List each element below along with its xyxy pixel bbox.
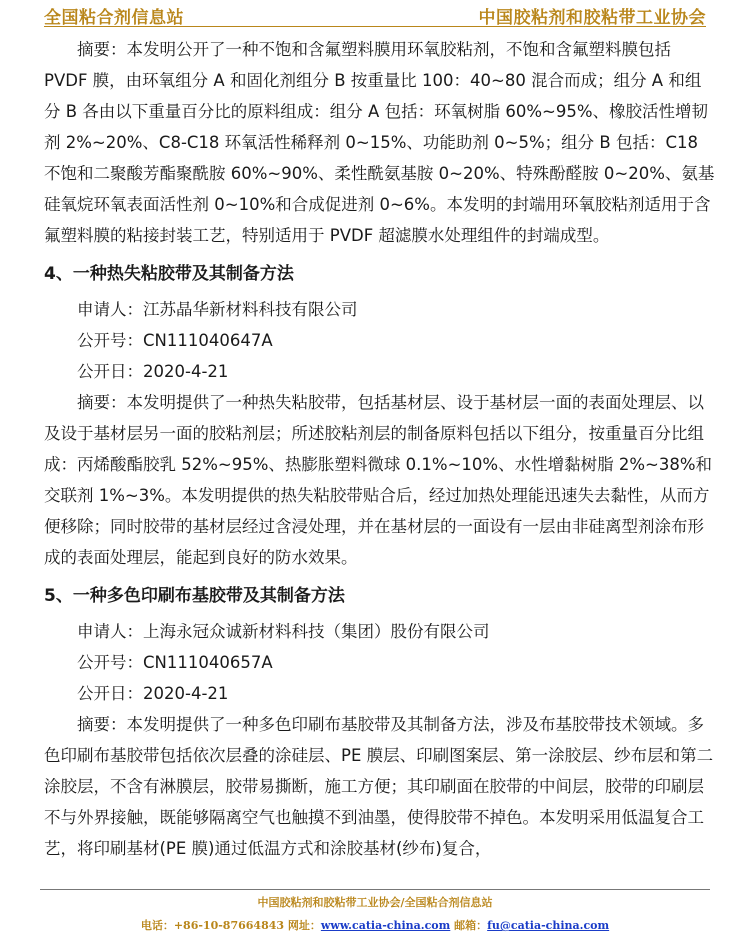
- section-5-title: 5、一种多色印刷布基胶带及其制备方法: [44, 586, 345, 606]
- section-4-pub-date: 公开日：2020-4-21: [77, 362, 229, 381]
- section-5-applicant: 申请人：上海永冠众诚新材料科技（集团）股份有限公司: [77, 622, 490, 641]
- footer-email-link[interactable]: fu@catia-china.com: [487, 919, 610, 932]
- section-4-pub-no: 公开号：CN111040647A: [77, 331, 273, 350]
- footer-phone: 电话：+86-10-87664843 网址：: [140, 919, 321, 932]
- footer-divider: [40, 889, 710, 890]
- header-association-name: 中国胶粘剂和胶粘带工业协会: [478, 8, 706, 28]
- section-4-abstract: 摘要：本发明提供了一种热失粘胶带，包括基材层、设于基材层一面的表面处理层、以及设于基材层另一面的胶粘剂层；所述胶粘剂层的制备原料包括以下组分，按重量百分比组成：丙烯酸酯胶乳 52%~95%、热膨胀塑料微球 0.1%~10%、水性增黏树脂 2%~38%和交联剂 1%~3%。本发明提供的热失粘胶带贴合后，经过加热处理能迅速失去黏性，从而方便移除；同时胶带的基材层经过含浸处理，并在基材层的一面设有一层由非硅离型剂涂布形成的表面处理层，能起到良好的防水效果。: [44, 393, 713, 567]
- footer-email-label: 邮箱：: [450, 919, 488, 932]
- document-body: [44, 34, 716, 864]
- section-4-applicant: 申请人：江苏晶华新材料科技有限公司: [77, 300, 358, 319]
- section-5-pub-no: 公开号：CN111040657A: [77, 653, 273, 672]
- footer-organization: 中国胶粘剂和胶粘带工业协会/全国粘合剂信息站: [257, 896, 493, 909]
- footer-website-link[interactable]: www.catia-china.com: [320, 919, 451, 932]
- intro-abstract: 摘要：本发明公开了一种不饱和含氟塑料膜用环氧胶粘剂，不饱和含氟塑料膜包括 PVDF 膜，由环氧组分 A 和固化剂组分 B 按重量比 100：40~80 混合而成；组分 A 和组分 B 各由以下重量百分比的原料组成：组分 A 包括：环氧树脂 60%~95%、橡胶活性增韧剂 2%~20%、C8-C18 环氧活性稀释剂 0~15%、功能助剂 0~5%；组分 B 包括：C18 不饱和二聚酸芳酯聚酰胺 60%~90%、柔性酰氨基胺 0~20%、特殊酚醛胺 0~20%、氨基硅氧烷环氧表面活性剂 0~10%和合成促进剂 0~6%。本发明的封端用环氧胶粘剂适用于含氟塑料膜的粘接封装工艺，特别适用于 PVDF 超滤膜水处理组件的封端成型。: [44, 40, 715, 245]
- section-5-pub-date: 公开日：2020-4-21: [77, 684, 229, 703]
- header-divider: [44, 26, 706, 27]
- header-site-name: 全国粘合剂信息站: [44, 8, 184, 28]
- section-5-abstract: 摘要：本发明提供了一种多色印刷布基胶带及其制备方法，涉及布基胶带技术领域。多色印刷布基胶带包括依次层叠的涂硅层、PE 膜层、印刷图案层、第一涂胶层、纱布层和第二涂胶层，不含有淋膜层，胶带易撕断，施工方便；其印刷面在胶带的中间层，胶带的印刷层不与外界接触，既能够隔离空气也触摸不到油墨，使得胶带不掉色。本发明采用低温复合工艺，将印刷基材(PE 膜)通过低温方式和涂胶基材(纱布)复合，: [44, 715, 714, 858]
- section-4-title: 4、一种热失粘胶带及其制备方法: [44, 264, 294, 284]
- footer-contact: [0, 917, 750, 933]
- page-header: [0, 0, 750, 30]
